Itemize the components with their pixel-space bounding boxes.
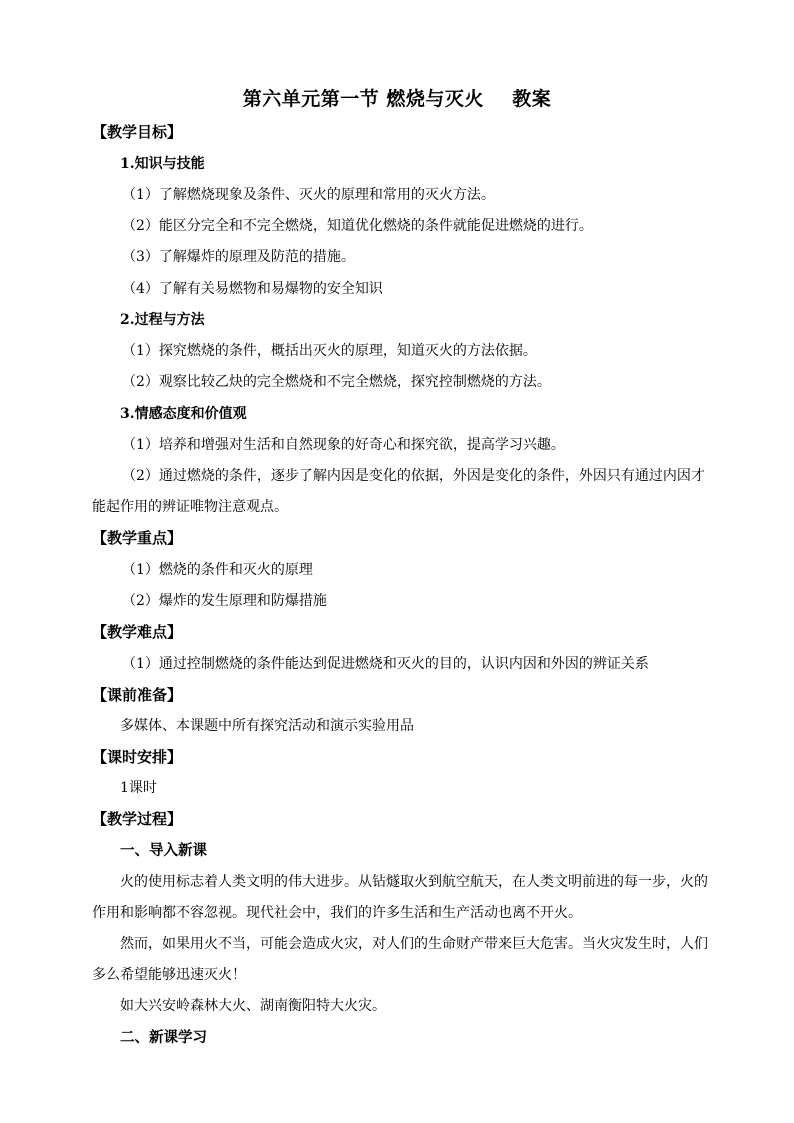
subsection-attitudes-values: 3.情感态度和价值观: [120, 406, 247, 422]
list-item: （4）了解有关易燃物和易爆物的安全知识: [122, 281, 383, 297]
list-item: （2）通过燃烧的条件，逐步了解内因是变化的依据，外因是变化的条件，外因只有通过内因才: [122, 468, 705, 484]
subsection-knowledge-skills: 1.知识与技能: [120, 156, 205, 172]
section-heading-objectives: 【教学目标】: [92, 123, 183, 141]
list-item: （2）能区分完全和不完全燃烧，知道优化燃烧的条件就能促进燃烧的进行。: [122, 218, 593, 234]
part-newlesson-title: 二、新课学习: [120, 1029, 207, 1046]
document-title: 第六单元第一节 燃烧与灭火 教案: [242, 88, 552, 110]
list-item: （1）通过控制燃烧的条件能达到促进燃烧和灭火的目的，认识内因和外因的辨证关系: [122, 656, 649, 672]
subsection-process-methods: 2.过程与方法: [120, 312, 205, 328]
section-heading-difficulties: 【教学难点】: [92, 623, 183, 641]
section-heading-process: 【教学过程】: [92, 810, 183, 828]
paragraph-line: 然而，如果用火不当，可能会造成火灾，对人们的生命财产带来巨大危害。当火灾发生时，人们: [120, 936, 708, 952]
part-intro-title: 一、导入新课: [120, 842, 207, 859]
paragraph-line: 多么希望能够迅速灭火！: [92, 967, 246, 983]
schedule-text: 1课时: [120, 780, 157, 796]
list-item: （1）探究燃烧的条件，概括出灭火的原理，知道灭火的方法依据。: [122, 343, 537, 359]
list-item: （2）爆炸的发生原理和防爆措施: [122, 593, 327, 609]
list-item: （1）培养和增强对生活和自然现象的好奇心和探究欲，提高学习兴趣。: [122, 437, 565, 453]
list-item: （1）了解燃烧现象及条件、灭火的原理和常用的灭火方法。: [122, 187, 495, 203]
paragraph-line: 作用和影响都不容忽视。现代社会中，我们的许多生活和生产活动也离不开火。: [92, 905, 582, 921]
section-heading-keypoints: 【教学重点】: [92, 529, 183, 547]
list-item-continuation: 能起作用的辨证唯物注意观点。: [92, 499, 288, 515]
list-item: （3）了解爆炸的原理及防范的措施。: [122, 249, 355, 265]
preparation-text: 多媒体、本课题中所有探究活动和演示实验用品: [120, 718, 414, 734]
paragraph-line: 如大兴安岭森林大火、湖南衡阳特大火灾。: [120, 998, 386, 1014]
section-heading-preparation: 【课前准备】: [92, 686, 183, 704]
section-heading-schedule: 【课时安排】: [92, 748, 183, 766]
list-item: （1）燃烧的条件和灭火的原理: [122, 562, 313, 578]
paragraph-line: 火的使用标志着人类文明的伟大进步。从钻燧取火到航空航天，在人类文明前进的每一步，火的: [120, 874, 708, 890]
list-item: （2）观察比较乙炔的完全燃烧和不完全燃烧，探究控制燃烧的方法。: [122, 374, 551, 390]
